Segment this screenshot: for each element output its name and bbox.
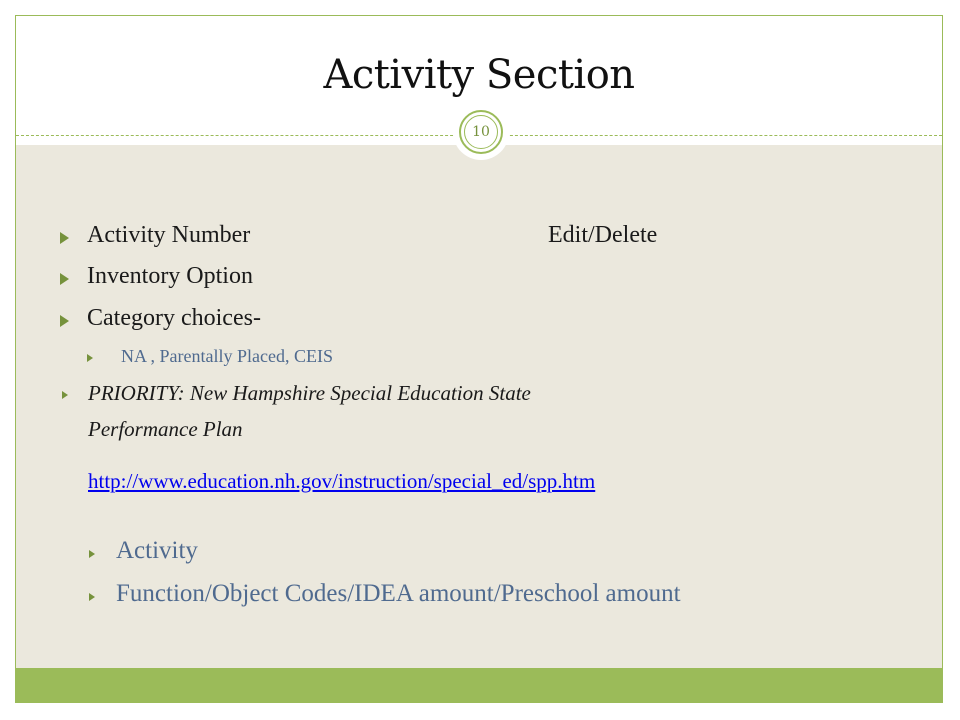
bullet-inventory-option: Inventory Option [87,263,253,289]
bullet-priority-line2: Performance Plan [88,417,243,441]
bullet-arrow-icon [60,315,69,327]
slide-number: 10 [472,124,490,140]
bullet-edit-delete: Edit/Delete [548,222,658,248]
sub-bullet-activity: Activity [116,537,198,564]
sub-bullet-arrow-icon [87,354,93,362]
bullet-category-choices: Category choices- [87,305,261,331]
bullet-priority-line1: PRIORITY: New Hampshire Special Education State [88,381,531,405]
bullet-arrow-icon [62,391,68,399]
sub-bullet-arrow-icon [89,550,95,558]
slide-frame [15,15,943,703]
bullet-arrow-icon [60,273,69,285]
bullet-activity-number: Activity Number [87,222,251,248]
slide-title: Activity Section [323,52,635,98]
spp-link[interactable]: http://www.education.nh.gov/instruction/special_ed/spp.htm [88,469,596,493]
bullet-arrow-icon [60,232,69,244]
footer-bar [16,668,942,702]
sub-bullet-category-options: NA , Parentally Placed, CEIS [121,346,333,366]
sub-bullet-function-codes: Function/Object Codes/IDEA amount/Preschool amount [116,580,681,607]
sub-bullet-arrow-icon [89,593,95,601]
